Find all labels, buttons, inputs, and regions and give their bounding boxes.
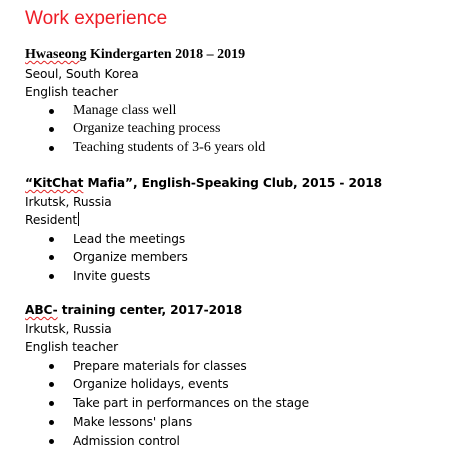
job-location: Irkutsk, Russia: [25, 321, 112, 336]
job-position: English teacher: [25, 85, 119, 99]
job-entry: [25, 174, 465, 286]
spellcheck-flagged-word[interactable]: “KitChat: [25, 176, 84, 190]
list-item: [25, 267, 465, 286]
list-item: [25, 375, 465, 394]
list-item: [25, 248, 465, 267]
bullet-dot-icon: [49, 127, 54, 132]
duties-list: [25, 230, 465, 287]
list-item: [25, 394, 465, 413]
duties-list: [25, 357, 465, 452]
bullet-dot-icon: [49, 420, 54, 425]
bullet-dot-icon: [49, 237, 54, 242]
section-heading: Work experience: [25, 8, 168, 29]
job-entry: [25, 301, 465, 451]
job-position-line: [25, 211, 465, 230]
bullet-dot-icon: [49, 401, 54, 406]
list-item: [25, 139, 465, 158]
duty-text: Organize holidays, events: [73, 377, 229, 392]
duty-text: Prepare materials for classes: [73, 358, 247, 373]
job-entry: [25, 46, 465, 158]
duty-text: Manage class well: [73, 102, 177, 118]
list-item: [25, 357, 465, 376]
spellcheck-flagged-word[interactable]: ABC-: [25, 303, 58, 317]
list-item: [25, 102, 465, 121]
duty-text: Teaching students of 3-6 years old: [73, 140, 266, 156]
job-title-text: Mafia”, English-Speaking Club, 2015 - 2018: [83, 176, 382, 190]
job-title: [25, 301, 465, 320]
job-title: [25, 174, 465, 193]
duty-text: Lead the meetings: [73, 231, 186, 246]
bullet-dot-icon: [49, 109, 54, 114]
job-position: English teacher: [25, 340, 119, 354]
duties-list: [25, 102, 465, 159]
bullet-dot-icon: [49, 439, 54, 444]
duty-text: Admission control: [73, 434, 180, 449]
list-item: [25, 230, 465, 249]
text-cursor: [78, 212, 79, 226]
job-location: Seoul, South Korea: [25, 66, 139, 81]
list-item: [25, 120, 465, 139]
job-title-text: Kindergarten 2018 – 2019: [86, 47, 246, 62]
duty-text: Make lessons' plans: [73, 415, 193, 430]
bullet-dot-icon: [49, 146, 54, 151]
bullet-dot-icon: [49, 255, 54, 260]
duty-text: Invite guests: [73, 269, 151, 284]
job-title: [25, 46, 465, 65]
bullet-dot-icon: [49, 364, 54, 369]
bullet-dot-icon: [49, 274, 54, 279]
spellcheck-flagged-word[interactable]: Hwaseong: [25, 47, 87, 62]
bullet-dot-icon: [49, 382, 54, 387]
list-item: [25, 413, 465, 432]
job-location: Irkutsk, Russia: [25, 194, 112, 209]
list-item: [25, 432, 465, 451]
job-title-text: training center, 2017-2018: [57, 303, 243, 317]
duty-text: Organize teaching process: [73, 121, 221, 137]
duty-text: Take part in performances on the stage: [73, 396, 309, 411]
job-position: Resident: [25, 213, 78, 227]
duty-text: Organize members: [73, 250, 188, 265]
